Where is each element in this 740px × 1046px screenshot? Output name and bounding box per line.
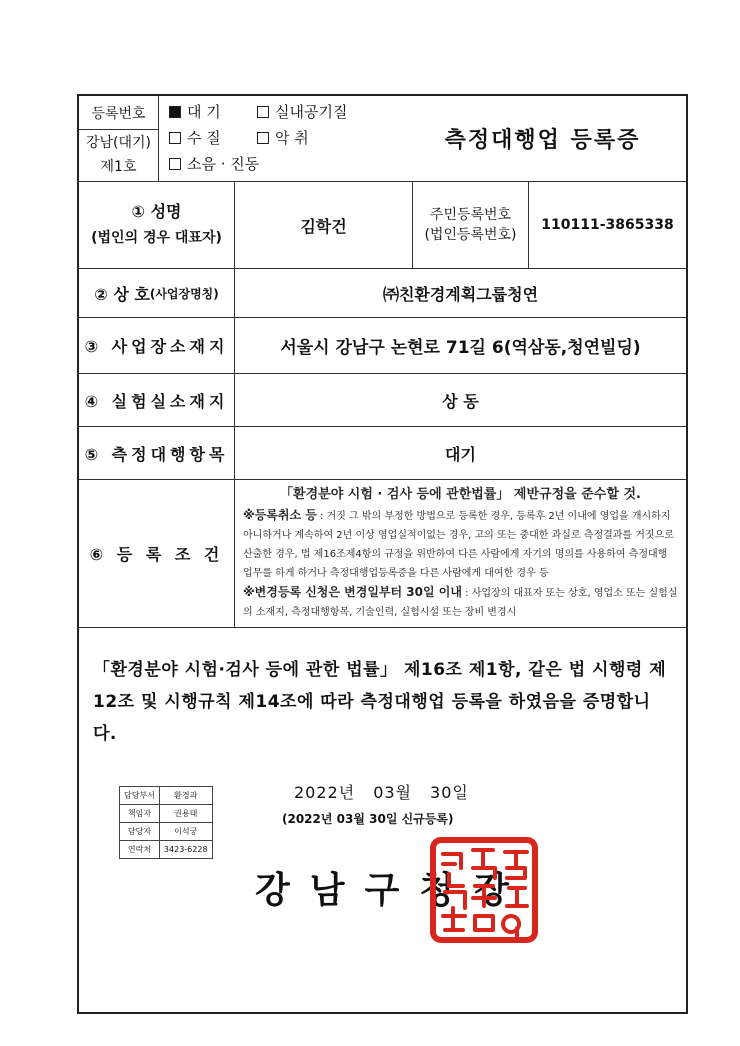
contact-row <box>120 805 213 823</box>
contact-value: 권용태 <box>159 805 212 823</box>
id-number-label <box>413 182 529 268</box>
id-number-value: 110111-3865338 <box>541 217 674 233</box>
contact-value: 3423-6228 <box>159 841 212 859</box>
company-label <box>79 269 235 317</box>
change-clause <box>243 583 678 622</box>
checkbox-icon <box>257 132 269 144</box>
category-label: 수 질 <box>187 129 221 147</box>
company-label-sub: (사업장명칭) <box>149 286 219 301</box>
conditions-heading: 「환경분야 시험 · 검사 등에 관한법률」 제반규정을 준수할 것. <box>280 487 641 502</box>
company-row <box>79 269 686 318</box>
lab-address-row <box>79 374 686 427</box>
category-noise <box>169 153 259 174</box>
checkbox-icon <box>257 106 269 118</box>
declaration-text: 「환경분야 시험·검사 등에 관한 법률」 제16조 제1항, 같은 법 시행령 제12조 및 시행규칙 제14조에 따라 측정대행업 등록을 하였음을 증명합니다. <box>93 660 667 744</box>
registration-number-label: 등록번호 <box>79 96 158 130</box>
issuer-name: 강남구청장 <box>255 870 529 911</box>
measurement-items-row <box>79 427 686 480</box>
contact-table <box>119 786 213 859</box>
issue-month: 03월 <box>373 783 413 802</box>
contact-label: 연락처 <box>120 841 160 859</box>
contact-label: 담당부서 <box>120 787 160 805</box>
checkbox-icon <box>169 106 181 118</box>
checkbox-icon <box>169 158 181 170</box>
conditions-text <box>235 480 686 627</box>
category-label: 소음 · 진동 <box>187 155 260 173</box>
company-label-main: ② 상 호 <box>94 284 150 304</box>
company-name: ㈜친환경계획그룹청연 <box>382 284 539 304</box>
category-label: 악 취 <box>275 129 309 147</box>
representative-name: 김학건 <box>235 182 413 268</box>
registration-number-line1: 강남(대기) <box>85 135 152 151</box>
contact-label: 담당자 <box>120 823 160 841</box>
business-address-value: 서울시 강남구 논현로 71길 6(역삼동,청연빌딩) <box>280 338 641 358</box>
issue-date <box>294 780 469 803</box>
header-row <box>79 96 686 182</box>
business-address-row <box>79 318 686 374</box>
category-label: 실내공기질 <box>275 103 348 121</box>
cancel-clause-key: ※등록취소 등 <box>243 508 317 522</box>
conditions-label: ⑥ 등 록 조 건 <box>79 480 235 627</box>
id-number-label-line2: (법인등록번호) <box>424 227 517 243</box>
registration-number <box>79 129 158 181</box>
category-label: 대 기 <box>187 103 221 121</box>
contact-row <box>120 787 213 805</box>
change-clause-key: ※변경등록 신청은 변경일부터 30일 이내 <box>243 585 462 599</box>
conditions-row <box>79 480 686 628</box>
category-air <box>169 101 221 122</box>
issue-year: 2022년 <box>294 783 356 802</box>
category-water <box>169 127 221 148</box>
name-label <box>79 182 235 268</box>
category-odor <box>257 127 309 148</box>
measurement-items-value: 대기 <box>445 444 476 464</box>
name-label-line2: (법인의 경우 대표자) <box>91 230 222 246</box>
contact-row <box>120 841 213 859</box>
name-label-line1: ① 성명 <box>131 202 182 221</box>
lab-address-label: ④ 실험실소재지 <box>79 374 235 426</box>
registration-certificate <box>77 94 688 1014</box>
lab-address-value: 상 동 <box>442 391 479 411</box>
issue-date-note: (2022년 03월 30일 신규등록) <box>282 812 454 826</box>
cancel-clause <box>243 506 678 583</box>
measurement-items-label: ⑤ 측정대행항목 <box>79 427 235 479</box>
contact-value: 환경과 <box>159 787 212 805</box>
category-indoor-air <box>257 101 347 122</box>
document-title: 측정대행업 등록증 <box>444 128 641 153</box>
business-address-label: ③ 사업장소재지 <box>79 318 235 373</box>
official-seal-stamp <box>429 836 539 944</box>
change-clause-text: : 사업장의 대표자 또는 상호, 영업소 또는 실험실의 소재지, 측정대행항목, 기술인력, 실험시설 또는 장비 변경시 <box>243 588 678 618</box>
registration-number-line2: 제1호 <box>100 159 137 175</box>
registration-number-box <box>79 96 159 181</box>
contact-label: 책임자 <box>120 805 160 823</box>
issue-day: 30일 <box>430 783 469 802</box>
category-list <box>159 96 399 181</box>
checkbox-icon <box>169 132 181 144</box>
id-number-label-line1: 주민등록번호 <box>429 207 512 223</box>
cancel-clause-text: : 거짓 그 밖의 부정한 방법으로 등록한 경우, 등록후 2년 이내에 영업을 개시하지 아니하거나 계속하여 2년 이상 영업실적이없는 경우, 고의 또는 중대한 과실로 측정결과를 거짓으로 산출한 경우, 법 제16조제4항의 규정을 위반하여 다른 사람에게 자기의 명의를 사용하여 측정대행 업무를 하게 하거나 측정대행업등록증을 다른 사람에게 대여한 경우 등 <box>243 511 674 579</box>
contact-row <box>120 823 213 841</box>
contact-value: 이석궁 <box>159 823 212 841</box>
name-row <box>79 182 686 269</box>
